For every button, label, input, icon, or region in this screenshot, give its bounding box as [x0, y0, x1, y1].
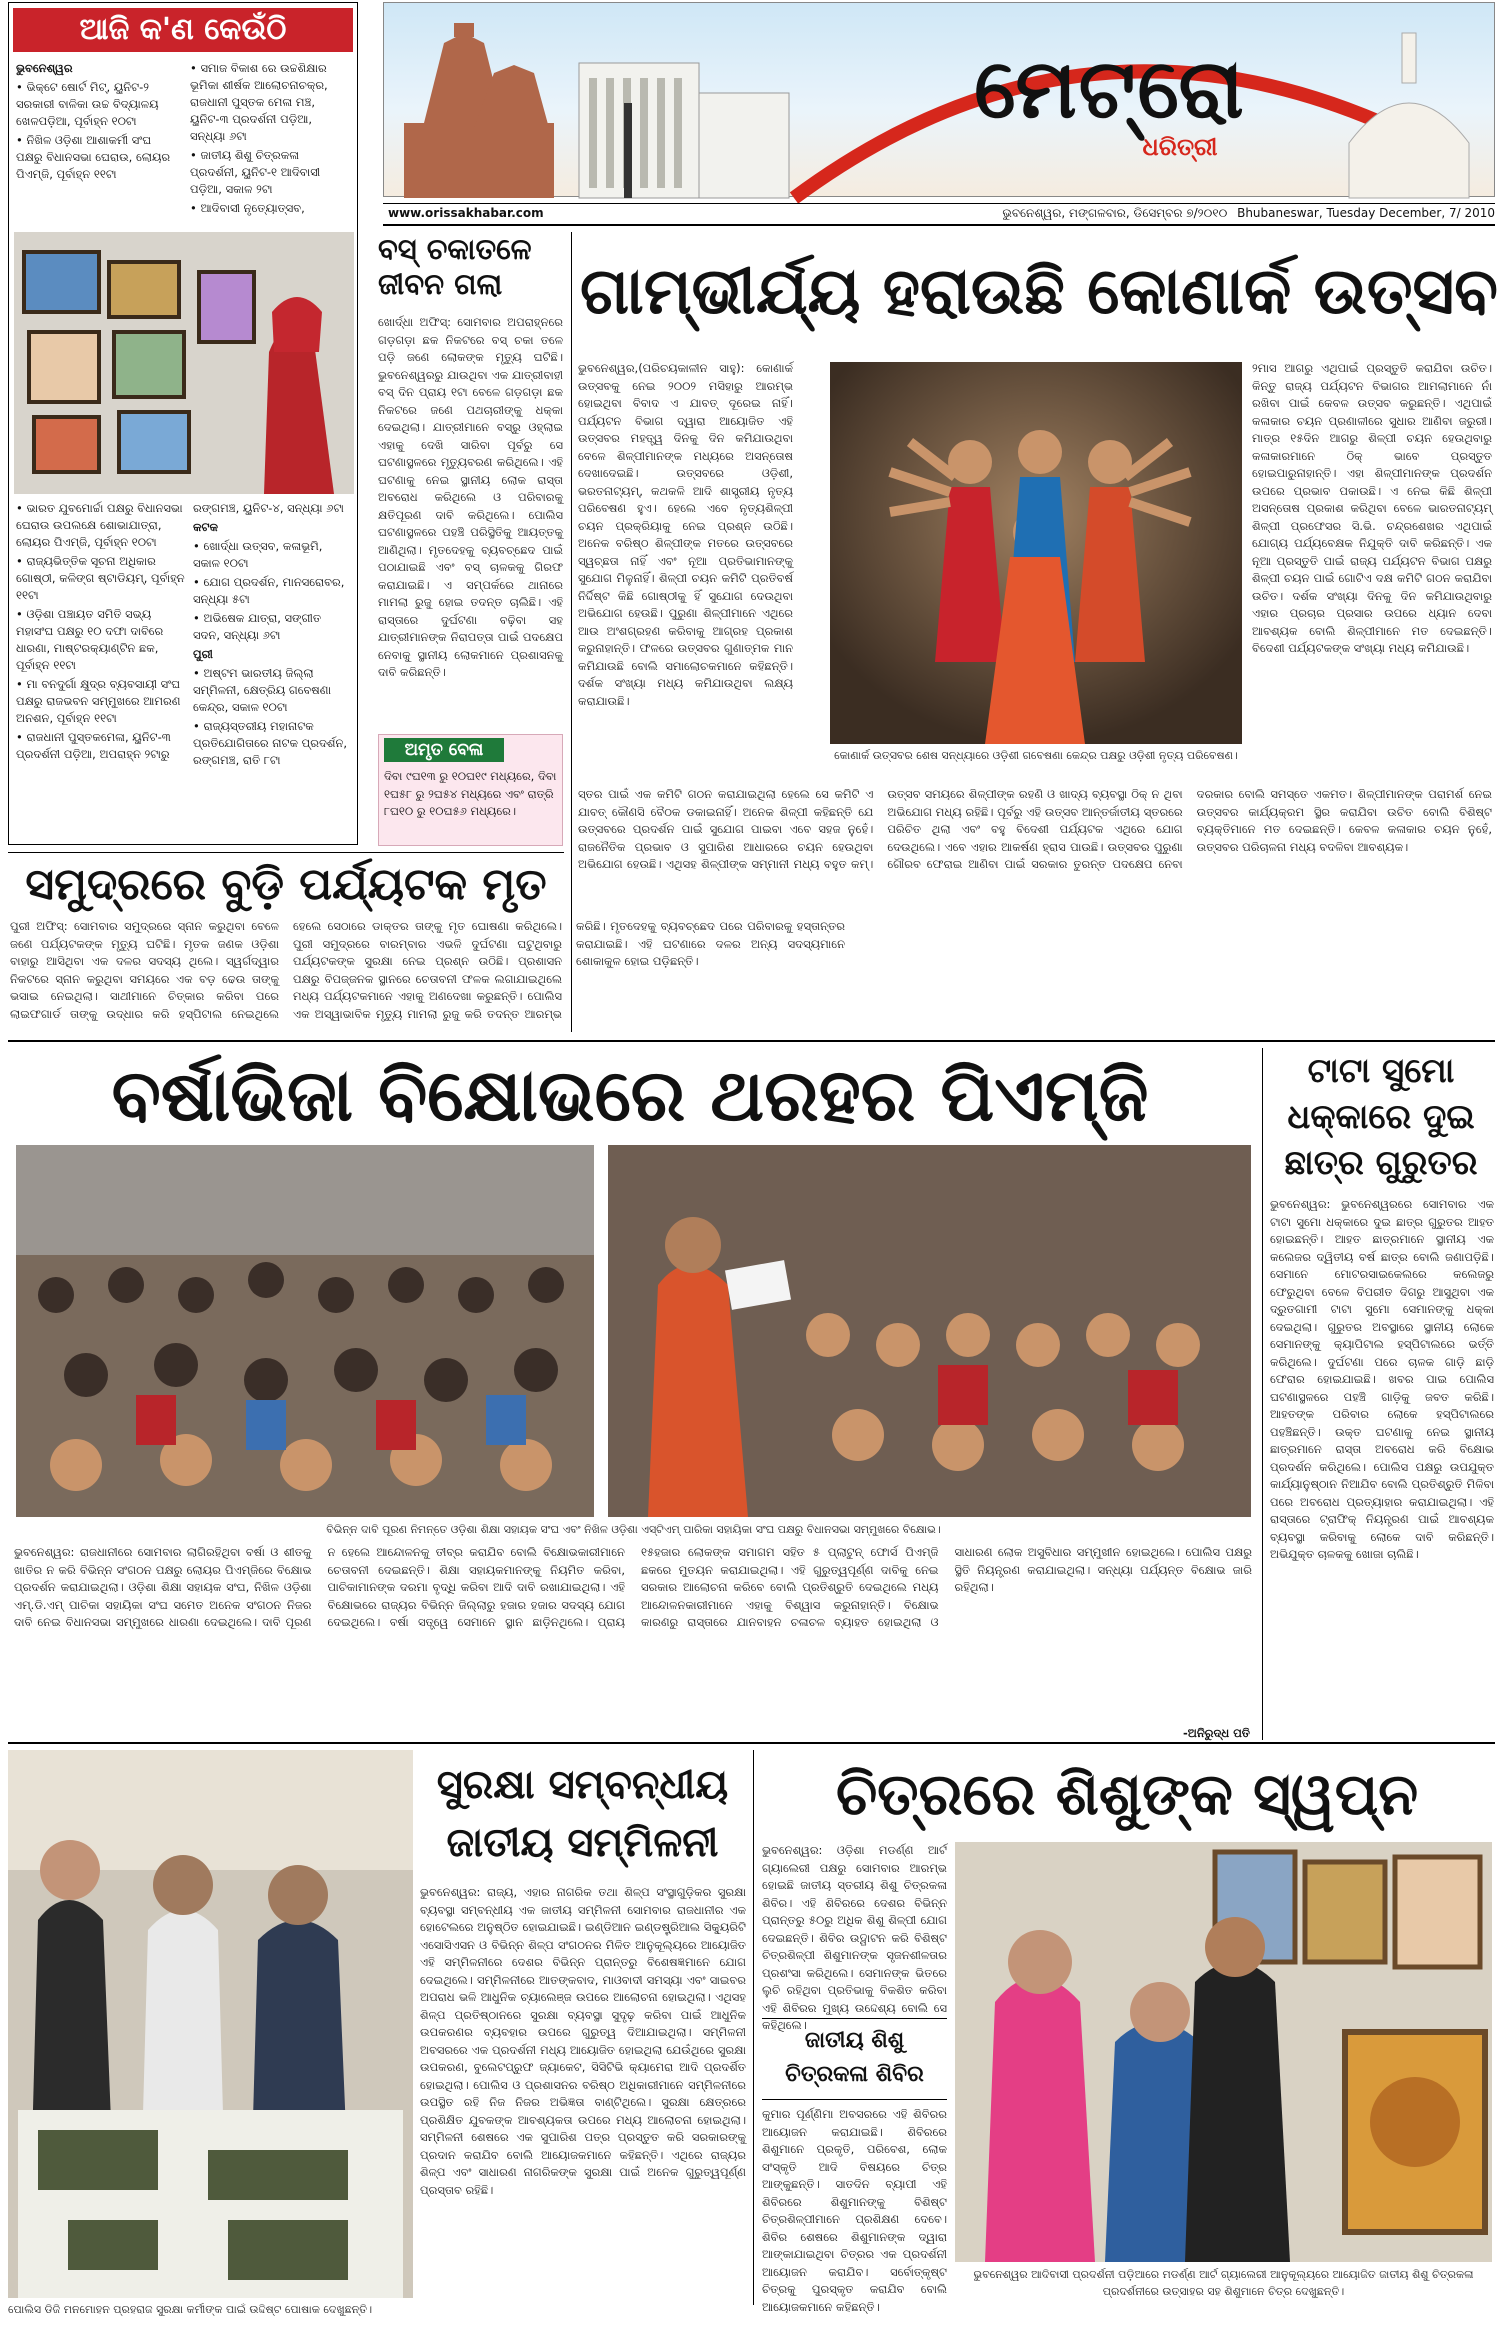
events-photo-exhibition — [14, 232, 354, 494]
brand-subtitle: ଧରିତ୍ରୀ — [1142, 133, 1218, 161]
brand-logo — [940, 42, 1280, 161]
protest-speaker-illustration — [608, 1145, 1251, 1517]
events-box-title: ଆଜି କ'ଣ କେଉଁଠି — [13, 8, 353, 52]
rule-bus-konark — [571, 232, 572, 1032]
child-story-subhead-line2: ଚିତ୍ରକଳା ଶିବିର — [785, 2062, 924, 2087]
event-item: ରଙ୍ଗମଞ୍ଚ, ୟୁନିଟ-୪, ସନ୍ଧ୍ୟା ୬ଟା — [193, 501, 344, 515]
dateline — [930, 206, 1495, 221]
konark-headline: ଗାମ୍ଭୀର୍ଯ୍ୟ ହରାଉଛି କୋଣାର୍କ ଉତ୍ସବ — [580, 255, 1498, 329]
event-item: • ରାଜ୍ୟସ୍ତରୀୟ ମହାନାଟକ ପ୍ରତିଯୋଗିତାରେ ନାଟକ ପ୍ରଦର୍ଶନ, ରଙ୍ଗମଞ୍ଚ, ରାତି ୮ଟା — [193, 719, 348, 767]
child-story-body: ଭୁବନେଶ୍ୱର: ଓଡ଼ିଶା ମଡର୍ଣ୍ଣ ଆର୍ଟ ଗ୍ୟାଲେରୀ ପକ୍ଷରୁ ସୋମବାର ଆରମ୍ଭ ହୋଇଛି ଜାତୀୟ ସ୍ତରୀୟ ଶିଶୁ ଚିତ୍ରକଳା ଶିବିର। ଏହି ଶିବିରରେ ଦେଶର ବିଭିନ୍ନ ପ୍ରାନ୍ତରୁ ୫୦ରୁ ଅଧିକ ଶିଶୁ ଶିଳ୍ପୀ ଯୋଗ ଦେଇଛନ୍ତି। ଶିବିର ଉଦ୍ଘାଟନ କରି ବିଶିଷ୍ଟ ଚିତ୍ରଶିଳ୍ପୀ ଶିଶୁମାନଙ୍କ ସୃଜନଶୀଳତାର ପ୍ରଶଂସା କରିଥିଲେ। ସେମାନଙ୍କ ଭିତରେ ଲୁଚି ରହିଥିବା ପ୍ରତିଭାକୁ ବିକଶିତ କରିବା ଏହି ଶିବିରର ମୁଖ୍ୟ ଉଦ୍ଦେଶ୍ୟ ବୋଲି ସେ କହିଥିଲେ। — [762, 1843, 947, 2032]
pmg-photo-crowd-left — [16, 1145, 594, 1517]
pmg-photo-caption: ବିଭିନ୍ନ ଦାବି ପୂରଣ ନିମନ୍ତେ ଓଡ଼ିଶା ଶିକ୍ଷା ସହାୟକ ସଂଘ ଏବଂ ନିଖିଳ ଓଡ଼ିଶା ଏସ୍ଟିଏମ୍ ପାରିକା ସହାୟିକା ସଂଘ ପକ୍ଷରୁ ବିଧାନସଭା ସମ୍ମୁଖରେ ବିକ୍ଷୋଭ। — [326, 1523, 941, 1536]
konark-body-left: ଭୁବନେଶ୍ୱର,(ପରିଚୟକାଳୀନ ସାହୁ): କୋଣାର୍କ ଉତ୍ସବକୁ ନେଇ ୨୦୦୨ ମସିହାରୁ ଆରମ୍ଭ ହୋଇଥିବା ବିବାଦ ଏ ଯାବତ୍ ଦୂରେଇ ନାହିଁ। ପର୍ଯ୍ୟଟନ ବିଭାଗ ଦ୍ୱାରା ଆୟୋଜିତ ଏହି ଉତ୍ସବର ମହତ୍ତ୍ୱ ଦିନକୁ ଦିନ କମିଯାଉଥିବା ବେଳେ ଶିଳ୍ପୀମାନଙ୍କ ମଧ୍ୟରେ ଅସନ୍ତୋଷ ଦେଖାଦେଇଛି। ଉତ୍ସବରେ ଓଡ଼ିଶୀ, ଭରତନାଟ୍ୟମ୍, କଥକଳି ଆଦି ଶାସ୍ତ୍ରୀୟ ନୃତ୍ୟ ପରିବେଷଣ ହୁଏ। ହେଲେ ଏବେ ନୃତ୍ୟଶିଳ୍ପୀ ଚୟନ ପ୍ରକ୍ରିୟାକୁ ନେଇ ପ୍ରଶ୍ନ ଉଠିଛି। ଅନେକ ବରିଷ୍ଠ ଶିଳ୍ପୀଙ୍କ ମତରେ ଉତ୍ସବରେ ସ୍ୱଚ୍ଛତା ନାହିଁ ଏବଂ ନୂଆ ପ୍ରତିଭାମାନଙ୍କୁ ସୁଯୋଗ ମିଳୁନାହିଁ। ଶିଳ୍ପୀ ଚୟନ କମିଟି ପ୍ରତିବର୍ଷ ନିର୍ଦ୍ଦିଷ୍ଟ କିଛି ଗୋଷ୍ଠୀକୁ ହିଁ ସୁଯୋଗ ଦେଉଥିବା ଅଭିଯୋଗ ହେଉଛି। ପୁରୁଣା ଶିଳ୍ପୀମାନେ ଏଥିରେ ଆଉ ଅଂଶଗ୍ରହଣ କରିବାକୁ ଆଗ୍ରହ ପ୍ରକାଶ କରୁନାହାନ୍ତି। ଫଳରେ ଉତ୍ସବର ଗୁଣାତ୍ମକ ମାନ କମିଯାଉଛି ବୋଲି ସମାଲୋଚକମାନେ କହିଛନ୍ତି। ଦର୍ଶକ ସଂଖ୍ୟା ମଧ୍ୟ କମିଯାଉଥିବା ଲକ୍ଷ୍ୟ କରାଯାଉଛି। — [578, 361, 793, 708]
tata-body: ଭୁବନେଶ୍ୱର: ଭୁବନେଶ୍ୱରରେ ସୋମବାର ଏକ ଟାଟା ସୁମୋ ଧକ୍କାରେ ଦୁଇ ଛାତ୍ର ଗୁରୁତର ଆହତ ହୋଇଛନ୍ତି। ଆହତ ଛାତ୍ରମାନେ ସ୍ଥାନୀୟ ଏକ କଲେଜର ଦ୍ୱିତୀୟ ବର୍ଷ ଛାତ୍ର ବୋଲି ଜଣାପଡ଼ିଛି। ସେମାନେ ମୋଟରସାଇକେଲରେ କଲେଜରୁ ଫେରୁଥିବା ବେଳେ ବିପରୀତ ଦିଗରୁ ଆସୁଥିବା ଏକ ଦ୍ରୁତଗାମୀ ଟାଟା ସୁମୋ ସେମାନଙ୍କୁ ଧକ୍କା ଦେଇଥିଲା। ଗୁରୁତର ଅବସ୍ଥାରେ ସ୍ଥାନୀୟ ଲୋକେ ସେମାନଙ୍କୁ କ୍ୟାପିଟାଲ ହସ୍ପିଟାଲରେ ଭର୍ତ୍ତି କରିଥିଲେ। ଦୁର୍ଘଟଣା ପରେ ଚାଳକ ଗାଡ଼ି ଛାଡ଼ି ଫେରାର ହୋଇଯାଇଛି। ଖବର ପାଇ ପୋଲିସ ଘଟଣାସ୍ଥଳରେ ପହଞ୍ଚି ଗାଡ଼ିକୁ ଜବତ କରିଛି। ଆହତଙ୍କ ପରିବାର ଲୋକେ ହସ୍ପିଟାଲରେ ପହଞ୍ଚିଛନ୍ତି। ଉକ୍ତ ଘଟଣାକୁ ନେଇ ସ୍ଥାନୀୟ ଛାତ୍ରମାନେ ରାସ୍ତା ଅବରୋଧ କରି ବିକ୍ଷୋଭ ପ୍ରଦର୍ଶନ କରିଥିଲେ। ପୋଲିସ ପକ୍ଷରୁ ଉପଯୁକ୍ତ କାର୍ଯ୍ୟାନୁଷ୍ଠାନ ନିଆଯିବ ବୋଲି ପ୍ରତିଶ୍ରୁତି ମିଳିବା ପରେ ଅବରୋଧ ପ୍ରତ୍ୟାହାର କରାଯାଇଥିଲା। ଏହି ରାସ୍ତାରେ ଟ୍ରାଫିକ୍ ନିୟନ୍ତ୍ରଣ ପାଇଁ ଆବଶ୍ୟକ ବ୍ୟବସ୍ଥା କରିବାକୁ ଲୋକେ ଦାବି କରିଛନ୍ତି। ଅଭିଯୁକ୍ତ ଚାଳକକୁ ଖୋଜା ଚାଲିଛି। — [1270, 1197, 1494, 1561]
security-headline-line1: ସୁରକ୍ଷା ସମ୍ବନ୍ଧୀୟ — [436, 1762, 729, 1808]
event-item: • ନିଖିଳ ଓଡ଼ିଶା ଆଶାକର୍ମୀ ସଂଘ ପକ୍ଷରୁ ବିଧାନସଭା ଘେରାଉ, ଲୋୟର ପିଏମ୍ଜି, ପୂର୍ବାହ୍ନ ୧୧ଟା — [16, 133, 171, 181]
events-col-2-lower — [193, 500, 351, 771]
child-story-photo-caption: ଭୁବନେଶ୍ୱର ଆଦିବାସୀ ପ୍ରଦର୍ଶନୀ ପଡ଼ିଆରେ ମଡର୍ଣ୍ଣ ଆର୍ଟ ଗ୍ୟାଲେରୀ ଆନୁକୂଲ୍ୟରେ ଆୟୋଜିତ ଜାତୀୟ ଶିଶୁ ଚିତ୍ରକଳା ପ୍ରଦର୍ଶନୀରେ ଉତ୍ସାହର ସହ ଶିଶୁମାନେ ଚିତ୍ର ଦେଖୁଛନ୍ତି। — [973, 2268, 1474, 2298]
event-city-heading: କଟକ — [193, 520, 218, 534]
events-col-1 — [16, 60, 181, 185]
odissi-dancers-illustration — [830, 362, 1242, 744]
konark-body-right: ୨ମାସ ଆଗରୁ ଏଥିପାଇଁ ପ୍ରସ୍ତୁତି କରାଯିବା ଉଚିତ। କିନ୍ତୁ ରାଜ୍ୟ ପର୍ଯ୍ୟଟନ ବିଭାଗର ଆମଲାମାନେ ନାଁ ରଖିବା ପାଇଁ କେବଳ ଉତ୍ସବ କରୁଛନ୍ତି। ଏଥିପାଇଁ କଳାକାର ଚୟନ ପ୍ରଣାଳୀରେ ସୁଧାର ଆଣିବା ଜରୁରୀ। ମାତ୍ର ୧୫ଦିନ ଆଗରୁ ଶିଳ୍ପୀ ଚୟନ ହେଉଥିବାରୁ କଳାକାରମାନେ ଠିକ୍ ଭାବେ ପ୍ରସ୍ତୁତ ହୋଇପାରୁନାହାନ୍ତି। ଏହା ଶିଳ୍ପୀମାନଙ୍କ ପ୍ରଦର୍ଶନ ଉପରେ ପ୍ରଭାବ ପକାଉଛି। ଏ ନେଇ କିଛି ଶିଳ୍ପୀ ଅସନ୍ତୋଷ ପ୍ରକାଶ କରିଥିବା ବେଳେ ଭାରତନାଟ୍ୟମ୍ ଶିଳ୍ପୀ ପ୍ରଫେସର ସି.ଭି. ଚନ୍ଦ୍ରଶେଖର ଏଥିପାଇଁ ଯୋଗ୍ୟ ପର୍ଯ୍ୟବେକ୍ଷକ ନିଯୁକ୍ତି ଦାବି କରିଛନ୍ତି। ଏକ ନୂଆ ପ୍ରସ୍ତୁତି ପାଇଁ ରାଜ୍ୟ ପର୍ଯ୍ୟଟନ ବିଭାଗ ପକ୍ଷରୁ ଶିଳ୍ପୀ ଚୟନ ପାଇଁ ଗୋଟିଏ ଦକ୍ଷ କମିଟି ଗଠନ କରାଯିବା ଉଚିତ। ଦର୍ଶକ ସଂଖ୍ୟା ଦିନକୁ ଦିନ କମିଯାଉଥିବାରୁ ଏହାର ପ୍ରଚାର ପ୍ରସାର ଉପରେ ଧ୍ୟାନ ଦେବା ଆବଶ୍ୟକ ବୋଲି ଶିଳ୍ପୀମାନେ ମତ ଦେଇଛନ୍ତି। ବିଦେଶୀ ପର୍ଯ୍ୟଟକଙ୍କ ସଂଖ୍ୟା ମଧ୍ୟ କମିଯାଉଛି। — [1252, 361, 1492, 655]
konark-photo-caption: କୋଣାର୍କ ଉତ୍ସବର ଶେଷ ସନ୍ଧ୍ୟାରେ ଓଡ଼ିଶୀ ଗବେଷଣା କେନ୍ଦ୍ର ପକ୍ଷରୁ ଓଡ଼ିଶୀ ନୃତ୍ୟ ପରିବେଷଣ। — [834, 749, 1238, 762]
sea-story-body: ପୁରୀ ଅଫିସ୍: ସୋମବାର ସମୁଦ୍ରରେ ସ୍ନାନ କରୁଥିବା ବେଳେ ଜଣେ ପର୍ଯ୍ୟଟକଙ୍କ ମୃତ୍ୟୁ ଘଟିଛି। ମୃତକ ଜଣକ ଓଡ଼ିଶା ବାହାରୁ ଆସିଥିବା ଏକ ଦଳର ସଦସ୍ୟ ଥିଲେ। ସ୍ୱର୍ଗଦ୍ୱାର ନିକଟରେ ସ୍ନାନ କରୁଥିବା ସମୟରେ ଏକ ବଡ଼ ଢେଉ ତାଙ୍କୁ ଭସାଇ ନେଇଥିଲା। ସାଥୀମାନେ ଚିତ୍କାର କରିବା ପରେ ଲାଇଫଗାର୍ଡ ତାଙ୍କୁ ଉଦ୍ଧାର କରି ହସ୍ପିଟାଲ ନେଇଥିଲେ ହେଲେ ସେଠାରେ ଡାକ୍ତର ତାଙ୍କୁ ମୃତ ଘୋଷଣା କରିଥିଲେ। ପୁରୀ ସମୁଦ୍ରରେ ବାରମ୍ବାର ଏଭଳି ଦୁର୍ଘଟଣା ଘଟୁଥିବାରୁ ପର୍ଯ୍ୟଟକଙ୍କ ସୁରକ୍ଷା ନେଇ ପ୍ରଶ୍ନ ଉଠିଛି। ପ୍ରଶାସନ ପକ୍ଷରୁ ବିପଜ୍ଜନକ ସ୍ଥାନରେ ଚେତାବନୀ ଫଳକ ଲଗାଯାଇଥିଲେ ମଧ୍ୟ ପର୍ଯ୍ୟଟକମାନେ ଏହାକୁ ଅଣଦେଖା କରୁଛନ୍ତି। ପୋଲିସ ଏକ ଅସ୍ୱାଭାବିକ ମୃତ୍ୟୁ ମାମଲା ରୁଜୁ କରି ତଦନ୍ତ ଆରମ୍ଭ କରିଛି। ମୃତଦେହକୁ ବ୍ୟବଚ୍ଛେଦ ପରେ ପରିବାରକୁ ହସ୍ତାନ୍ତର କରାଯାଇଛି। ଏହି ଘଟଣାରେ ଦଳର ଅନ୍ୟ ସଦସ୍ୟମାନେ ଶୋକାକୁଳ ହୋଇ ପଡ଼ିଛନ୍ତି। — [10, 919, 845, 1021]
dateline-rule-bottom — [383, 224, 1495, 226]
events-col-1-lower — [16, 500, 186, 765]
konark-photo-dancers — [830, 362, 1242, 744]
tata-headline-line3: ଛାତ୍ର ଗୁରୁତର — [1284, 1143, 1478, 1183]
security-body: ଭୁବନେଶ୍ୱର: ରାଜ୍ୟ, ଏହାର ନାଗରିକ ତଥା ଶିଳ୍ପ ସଂସ୍ଥାଗୁଡ଼ିକର ସୁରକ୍ଷା ବ୍ୟବସ୍ଥା ସମ୍ବନ୍ଧୀୟ ଏକ ଜାତୀୟ ସମ୍ମିଳନୀ ସୋମବାର ରାଜଧାନୀର ଏକ ହୋଟେଲରେ ଅନୁଷ୍ଠିତ ହୋଇଯାଇଛି। ଇଣ୍ଡିଆନ ଇଣ୍ଡଷ୍ଟ୍ରିଆଲ ସିକ୍ୟୁରିଟି ଏସୋସିଏସନ ଓ ବିଭିନ୍ନ ଶିଳ୍ପ ସଂଗଠନର ମିଳିତ ଆନୁକୂଲ୍ୟରେ ଆୟୋଜିତ ଏହି ସମ୍ମିଳନୀରେ ଦେଶର ବିଭିନ୍ନ ପ୍ରାନ୍ତରୁ ବିଶେଷଜ୍ଞମାନେ ଯୋଗ ଦେଇଥିଲେ। ସମ୍ମିଳନୀରେ ଆତଙ୍କବାଦ, ମାଓବାଦୀ ସମସ୍ୟା ଏବଂ ସାଇବର ଅପରାଧ ଭଳି ଆଧୁନିକ ଚ୍ୟାଲେଞ୍ଜ ଉପରେ ଆଲୋଚନା ହୋଇଥିଲା। ଏଥିସହ ଶିଳ୍ପ ପ୍ରତିଷ୍ଠାନରେ ସୁରକ୍ଷା ବ୍ୟବସ୍ଥା ସୁଦୃଢ଼ କରିବା ପାଇଁ ଆଧୁନିକ ଉପକରଣର ବ୍ୟବହାର ଉପରେ ଗୁରୁତ୍ୱ ଦିଆଯାଇଥିଲା। ସମ୍ମିଳନୀ ଅବସରରେ ଏକ ପ୍ରଦର୍ଶନୀ ମଧ୍ୟ ଆୟୋଜିତ ହୋଇଥିଲା ଯେଉଁଥିରେ ସୁରକ୍ଷା ଉପକରଣ, ବୁଲେଟପ୍ରୁଫ ଜ୍ୟାକେଟ, ସିସିଟିଭି କ୍ୟାମେରା ଆଦି ପ୍ରଦର୍ଶିତ ହୋଇଥିଲା। ପୋଲିସ ଓ ପ୍ରଶାସନର ବରିଷ୍ଠ ଅଧିକାରୀମାନେ ସମ୍ମିଳନୀରେ ଉପସ୍ଥିତ ରହି ନିଜ ନିଜର ଅଭିଜ୍ଞତା ବାଣ୍ଟିଥିଲେ। ସୁରକ୍ଷା କ୍ଷେତ୍ରରେ ପ୍ରଶିକ୍ଷିତ ଯୁବକଙ୍କ ଆବଶ୍ୟକତା ଉପରେ ମଧ୍ୟ ଆଲୋଚନା ହୋଇଥିଲା। ସମ୍ମିଳନୀ ଶେଷରେ ଏକ ସୁପାରିଶ ପତ୍ର ପ୍ରସ୍ତୁତ କରି ସରକାରଙ୍କୁ ପ୍ରଦାନ କରାଯିବ ବୋଲି ଆୟୋଜକମାନେ କହିଛନ୍ତି। ଏଥିରେ ରାଜ୍ୟର ଶିଳ୍ପ ଏବଂ ସାଧାରଣ ନାଗରିକଙ୍କ ସୁରକ୍ଷା ପାଇଁ ଅନେକ ଗୁରୁତ୍ୱପୂର୍ଣ୍ଣ ପ୍ରସ୍ତାବ ରହିଛି। — [420, 1885, 746, 2197]
pmg-byline: -ଅନିରୁଦ୍ଧ ପତି — [1183, 1726, 1250, 1740]
event-item: • ଜାତୀୟ ଶିଶୁ ଚିତ୍ରକଳା ପ୍ରଦର୍ଶନୀ, ୟୁନିଟ-୧ ଆଦିବାସୀ ପଡ଼ିଆ, ସକାଳ ୨ଟା — [190, 148, 321, 196]
event-item: • ଅଷ୍ଟମ ଭାରତୀୟ ଜିଲ୍ଲା ସମ୍ମିଳନୀ, କ୍ଷେତ୍ରିୟ ଗବେଷଣା କେନ୍ଦ୍ର, ସକାଳ ୧୦ଟା — [193, 666, 332, 714]
event-item: • ଭାରତ ଯୁବମୋର୍ଚ୍ଚା ପକ୍ଷରୁ ବିଧାନସଭା ଘେରାଉ ଉପଲକ୍ଷେ ଶୋଭାଯାତ୍ରା, ଲୋୟର ପିଏମ୍ଜି, ପୂର୍ବାହ୍ନ ୧୦ଟା — [16, 501, 183, 549]
tata-headline-line2: ଧକ୍କାରେ ଦୁଇ — [1287, 1097, 1475, 1137]
event-item: • ସମାଜ ବିକାଶ ରେ ଉଚ୍ଚଶିକ୍ଷାର ଭୂମିକା ଶୀର୍ଷକ ଆଲୋଚନାଚକ୍ର, ରାଜଧାନୀ ପୁସ୍ତକ ମେଳା ମଞ୍ଚ, ୟୁନିଟ-୩ ପ୍ରଦର୍ଶନୀ ପଡ଼ିଆ, ସନ୍ଧ୍ୟା ୬ଟା — [190, 61, 328, 143]
child-story-photo — [955, 1842, 1492, 2262]
tata-headline — [1268, 1048, 1494, 1186]
bus-story-headline — [378, 232, 563, 302]
masthead-banner — [383, 2, 1495, 197]
exhibition-illustration — [14, 232, 354, 494]
event-item: • ଖୋର୍ଦ୍ଧା ଉତ୍ସବ, କଳାଭୂମି, ସକାଳ ୧୦ଟା — [193, 539, 323, 570]
dateline-odia: ଭୁବନେଶ୍ୱର, ମଙ୍ଗଳବାର, ଡିସେମ୍ବର ୭/୨୦୧୦ — [1002, 206, 1228, 220]
amrit-bela-title: ଅମୃତ ବେଳା — [384, 738, 504, 762]
security-photo-caption: ପୋଲିସ ଡିଜି ମନମୋହନ ପ୍ରହରାଜ ସୁରକ୍ଷା କର୍ମୀଙ୍କ ପାଇଁ ଉଦ୍ଦିଷ୍ଟ ପୋଷାକ ଦେଖୁଛନ୍ତି। — [8, 2303, 373, 2316]
rule-security-child — [753, 1750, 754, 2305]
brand-name: ମେଟ୍ରୋ — [974, 42, 1246, 137]
pmg-body: ଭୁବନେଶ୍ୱର: ରାଜଧାନୀରେ ସୋମବାର ଲାଗିରହିଥିବା ବର୍ଷା ଓ ଶୀତକୁ ଖାତିର ନ କରି ବିଭିନ୍ନ ସଂଗଠନ ପକ୍ଷରୁ ଲୋୟର ପିଏମ୍ଜିରେ ବିକ୍ଷୋଭ ପ୍ରଦର୍ଶନ କରାଯାଇଥିଲା। ଓଡ଼ିଶା ଶିକ୍ଷା ସହାୟକ ସଂଘ, ନିଖିଳ ଓଡ଼ିଶା ଏମ୍.ଡି.ଏମ୍ ପାଚିକା ସହାୟିକା ସଂଘ ସମେତ ଅନେକ ସଂଗଠନ ନିଜର ଦାବି ନେଇ ବିଧାନସଭା ସମ୍ମୁଖରେ ଧାରଣା ଦେଇଥିଲେ। ଦାବି ପୂରଣ ନ ହେଲେ ଆନ୍ଦୋଳନକୁ ତୀବ୍ର କରାଯିବ ବୋଲି ବିକ୍ଷୋଭକାରୀମାନେ ଚେତାବନୀ ଦେଇଛନ୍ତି। ଶିକ୍ଷା ସହାୟକମାନଙ୍କୁ ନିୟମିତ କରିବା, ପାଚିକାମାନଙ୍କ ଦରମା ବୃଦ୍ଧି କରିବା ଆଦି ଦାବି ରଖାଯାଇଥିଲା। ଏହି ବିକ୍ଷୋଭରେ ରାଜ୍ୟର ବିଭିନ୍ନ ଜିଲ୍ଲାରୁ ହଜାର ହଜାର ସଦସ୍ୟ ଯୋଗ ଦେଇଥିଲେ। ବର୍ଷା ସତ୍ତ୍ୱେ ସେମାନେ ସ୍ଥାନ ଛାଡ଼ିନଥିଲେ। ପ୍ରାୟ ୧୫ହଜାର ଲୋକଙ୍କ ସମାଗମ ସହିତ ୫ ପ୍ଲାଟୁନ୍ ଫୋର୍ସ ପିଏମ୍ଜି ଛକରେ ମୁତୟନ କରାଯାଇଥିଲା। ଏହି ଗୁରୁତ୍ୱପୂର୍ଣ୍ଣ ଦାବିକୁ ନେଇ ସରକାର ଆଲୋଚନା କରିବେ ବୋଲି ପ୍ରତିଶ୍ରୁତି ଦେଇଥିଲେ ମଧ୍ୟ ଆନ୍ଦୋଳନକାରୀମାନେ ଏହାକୁ ବିଶ୍ୱାସ କରୁନାହାନ୍ତି। ବିକ୍ଷୋଭ କାରଣରୁ ରାସ୍ତାରେ ଯାନବାହନ ଚଳାଚଳ ବ୍ୟାହତ ହୋଇଥିଲା ଓ ସାଧାରଣ ଲୋକ ଅସୁବିଧାର ସମ୍ମୁଖୀନ ହୋଇଥିଲେ। ପୋଲିସ ପକ୍ଷରୁ ସ୍ଥିତି ନିୟନ୍ତ୍ରଣ କରାଯାଇଥିଲା। ସନ୍ଧ୍ୟା ପର୍ଯ୍ୟନ୍ତ ବିକ୍ଷୋଭ ଜାରି ରହିଥିଲା। — [14, 1545, 1252, 1629]
event-item: • ଭିକ୍ଟେ ଷୋର୍ଟ ମିଟ୍, ୟୁନିଟ-୨ ସରକାରୀ ବାଳିକା ଉଚ୍ଚ ବିଦ୍ୟାଳୟ ଖେଳପଡ଼ିଆ, ପୂର୍ବାହ୍ନ ୧୦ଟା — [16, 80, 159, 128]
pmg-photo-crowd-right — [608, 1145, 1251, 1517]
child-story-body-2: କୁମାର ପୂର୍ଣ୍ଣିମା ଅବସରରେ ଏହି ଶିବିରର ଆୟୋଜନ କରାଯାଇଛି। ଶିବିରରେ ଶିଶୁମାନେ ପ୍ରକୃତି, ପରିବେଶ, ଲୋକ ସଂସ୍କୃତି ଆଦି ବିଷୟରେ ଚିତ୍ର ଆଙ୍କୁଛନ୍ତି। ସାତଦିନ ବ୍ୟାପୀ ଏହି ଶିବିରରେ ଶିଶୁମାନଙ୍କୁ ବିଶିଷ୍ଟ ଚିତ୍ରଶିଳ୍ପୀମାନେ ପ୍ରଶିକ୍ଷଣ ଦେବେ। ଶିବିର ଶେଷରେ ଶିଶୁମାନଙ୍କ ଦ୍ୱାରା ଆଙ୍କାଯାଇଥିବା ଚିତ୍ରର ଏକ ପ୍ରଦର୍ଶନୀ ଆୟୋଜନ କରାଯିବ। ସର୍ବୋତ୍କୃଷ୍ଟ ଚିତ୍ରକୁ ପୁରସ୍କୃତ କରାଯିବ ବୋଲି ଆୟୋଜକମାନେ କହିଛନ୍ତି। — [762, 2107, 947, 2314]
events-city: ଭୁବନେଶ୍ୱର — [16, 61, 73, 75]
rule-sea-top — [8, 852, 564, 853]
rule-mid-section — [8, 1040, 1495, 1042]
events-col-2 — [190, 60, 350, 219]
event-item: • ରାଜଧାନୀ ପୁସ୍ତକମେଳା, ୟୁନିଟ-୩ ପ୍ରଦର୍ଶନୀ ପଡ଼ିଆ, ଅପରାହ୍ନ ୨ଟାରୁ — [16, 730, 171, 761]
event-item: • ଓଡ଼ିଶା ପଞ୍ଚାୟତ ସମିତି ସଭ୍ୟ ମହାସଂଘ ପକ୍ଷରୁ ୧୦ ଦଫା ଦାବିରେ ଧାରଣା, ମାଷ୍ଟରକ୍ୟାଣ୍ଟିନ ଛକ, ପୂର୍ବାହ୍ନ ୧୧ଟା — [16, 607, 164, 672]
child-story-subhead — [762, 2024, 947, 2092]
event-item: • ଆଦିବାସୀ ନୃତ୍ୟୋତ୍ସବ, — [190, 201, 305, 215]
children-gallery-illustration — [955, 1842, 1492, 2262]
rule-pmg-tata — [1262, 1048, 1263, 1740]
security-headline-line2: ଜାତୀୟ ସମ୍ମିଳନୀ — [446, 1820, 719, 1866]
amrit-bela-text: ଦିବା ୯ଘ୧୩ ରୁ ୧୦ଘ୧୯ ମଧ୍ୟରେ, ଦିବା ୧ଘ୫୮ ରୁ ୨ଘ୫୪ ମଧ୍ୟରେ ଏବଂ ରାତ୍ରି ୮ଘ୧୦ ରୁ ୧୦ଘ୫୬ ମଧ୍ୟରେ। — [384, 769, 557, 818]
dateline-rule-top — [383, 203, 1495, 204]
event-item: • ଯୋଗ ପ୍ରଦର୍ଶନ, ମାନସରୋବର, ସନ୍ଧ୍ୟା ୫ଟା — [193, 575, 345, 606]
event-city-heading: ପୁରୀ — [193, 647, 213, 661]
sea-story-headline: ସମୁଦ୍ରରେ ବୁଡ଼ି ପର୍ଯ୍ୟଟକ ମୃତ — [25, 859, 547, 910]
security-exhibition-illustration — [8, 1750, 413, 2298]
child-story-subhead-line1: ଜାତୀୟ ଶିଶୁ — [804, 2028, 905, 2053]
event-item: • ରାଜ୍ୟଭିତ୍ତିକ ସୂଚନା ଅଧିକାର ଗୋଷ୍ଠୀ, କଳିଙ୍ଗ ଷ୍ଟାଡିୟମ୍, ପୂର୍ବାହ୍ନ ୧୧ଟା — [16, 554, 185, 602]
security-headline — [420, 1756, 745, 1872]
event-item: • ଅଭିଷେକ ଯାତ୍ରା, ସଙ୍ଗୀତ ସଦନ, ସନ୍ଧ୍ୟା ୬ଟା — [193, 611, 322, 642]
rule-bottom-section — [8, 1742, 1495, 1744]
bus-story-headline-line1: ବସ୍ ଚକାତଳେ — [378, 232, 532, 266]
bus-story-body: ଖୋର୍ଦ୍ଧା ଅଫିସ୍: ସୋମବାର ଅପରାହ୍ନରେ ଗଡ଼ଗଡ଼ା ଛକ ନିକଟରେ ବସ୍ ଚକା ତଳେ ପଡ଼ି ଜଣେ ଲୋକଙ୍କ ମୃତ୍ୟୁ ଘଟିଛି। ଭୁବନେଶ୍ୱରରୁ ଯାଉଥିବା ଏକ ଯାତ୍ରୀବାହୀ ବସ୍ ଦିନ ପ୍ରାୟ ୧ଟା ବେଳେ ଗଡ଼ଗଡ଼ା ଛକ ନିକଟରେ ଜଣେ ପଥଚାରୀଙ୍କୁ ଧକ୍କା ଦେଇଥିଲା। ଯାତ୍ରୀମାନେ ବସ୍ରୁ ଓହ୍ଲାଇ ଏହାକୁ ଦେଖି ସାରିବା ପୂର୍ବରୁ ସେ ଘଟଣାସ୍ଥଳରେ ମୃତ୍ୟୁବରଣ କରିଥିଲେ। ଏହି ଘଟଣାକୁ ନେଇ ସ୍ଥାନୀୟ ଲୋକ ରାସ୍ତା ଅବରୋଧ କରିଥିଲେ ଓ ପରିବାରକୁ କ୍ଷତିପୂରଣ ଦାବି କରିଥିଲେ। ପୋଲିସ ଘଟଣାସ୍ଥଳରେ ପହଞ୍ଚି ପରିସ୍ଥିତିକୁ ଆୟତ୍ତକୁ ଆଣିଥିଲା। ମୃତଦେହକୁ ବ୍ୟବଚ୍ଛେଦ ପାଇଁ ପଠାଯାଇଛି ଏବଂ ବସ୍ ଚାଳକକୁ ଗିରଫ କରାଯାଇଛି। ଏ ସମ୍ପର୍କରେ ଥାନାରେ ମାମଲା ରୁଜୁ ହୋଇ ତଦନ୍ତ ଚାଲିଛି। ଏହି ରାସ୍ତାରେ ଦୁର୍ଘଟଣା ବଢ଼ିବା ସହ ଯାତ୍ରୀମାନଙ୍କ ନିରାପତ୍ତା ପାଇଁ ପଦକ୍ଷେପ ନେବାକୁ ସ୍ଥାନୀୟ ଲୋକମାନେ ପ୍ରଶାସନକୁ ଦାବି କରିଛନ୍ତି। — [378, 315, 563, 679]
protest-crowd-illustration — [16, 1145, 594, 1517]
security-photo-exhibition — [8, 1750, 413, 2298]
dateline-english: Bhubaneswar, Tuesday December, 7/ 2010 — [1237, 206, 1495, 220]
pmg-headline: ବର୍ଷାଭିଜା ବିକ୍ଷୋଭରେ ଥରହର ପିଏମ୍ଜି — [111, 1053, 1149, 1137]
bus-story-headline-line2: ଜୀବନ ଗଲା — [378, 266, 503, 301]
website-link[interactable]: www.orissakhabar.com — [388, 206, 544, 220]
konark-body-bottom: ସ୍ତର ପାଇଁ ଏକ କମିଟି ଗଠନ କରାଯାଇଥିଲା ହେଲେ ସେ କମିଟି ଏ ଯାବତ୍ କୌଣସି ବୈଠକ ଡକାଇନାହିଁ। ଅନେକ ଶିଳ୍ପୀ କହିଛନ୍ତି ଯେ ଉତ୍ସବରେ ପ୍ରଦର୍ଶନ ପାଇଁ ସୁଯୋଗ ପାଇବା ଏବେ ସହଜ ନୁହେଁ। ରାଜନୈତିକ ପ୍ରଭାବ ଓ ସୁପାରିଶ ଆଧାରରେ ଚୟନ ହେଉଥିବା ଅଭିଯୋଗ ହେଉଛି। ଏଥିସହ ଶିଳ୍ପୀଙ୍କ ସମ୍ମାନୀ ମଧ୍ୟ ବହୁତ କମ୍। ଉତ୍ସବ ସମୟରେ ଶିଳ୍ପୀଙ୍କ ରହଣି ଓ ଖାଦ୍ୟ ବ୍ୟବସ୍ଥା ଠିକ୍ ନ ଥିବା ଅଭିଯୋଗ ମଧ୍ୟ ରହିଛି। ପୂର୍ବରୁ ଏହି ଉତ୍ସବ ଆନ୍ତର୍ଜାତୀୟ ସ୍ତରରେ ପରିଚିତ ଥିଲା ଏବଂ ବହୁ ବିଦେଶୀ ପର୍ଯ୍ୟଟକ ଏଥିରେ ଯୋଗ ଦେଉଥିଲେ। ଏବେ ଏହାର ଆକର୍ଷଣ ହ୍ରାସ ପାଉଛି। ଉତ୍ସବର ପୁରୁଣା ଗୌରବ ଫେରାଇ ଆଣିବା ପାଇଁ ସରକାର ତୁରନ୍ତ ପଦକ୍ଷେପ ନେବା ଦରକାର ବୋଲି ସମସ୍ତେ ଏକମତ। ଶିଳ୍ପୀମାନଙ୍କ ପରାମର୍ଶ ନେଇ ଉତ୍ସବର କାର୍ଯ୍ୟକ୍ରମ ସ୍ଥିର କରାଯିବା ଉଚିତ ବୋଲି ବିଶିଷ୍ଟ ବ୍ୟକ୍ତିମାନେ ମତ ଦେଇଛନ୍ତି। କେବଳ କଳାକାର ଚୟନ ନୁହେଁ, ଉତ୍ସବର ପରିଚାଳନା ମଧ୍ୟ ବଦଳିବା ଆବଶ୍ୟକ। — [578, 787, 1492, 871]
event-item: • ମା ବନଦୁର୍ଗା କ୍ଷୁଦ୍ର ବ୍ୟବସାୟୀ ସଂଘ ପକ୍ଷରୁ ରାଜଭବନ ସମ୍ମୁଖରେ ଆମରଣ ଅନଶନ, ପୂର୍ବାହ୍ନ ୧୧ଟା — [16, 677, 181, 725]
tata-headline-line1: ଟାଟା ସୁମୋ — [1307, 1051, 1455, 1091]
child-story-headline: ଚିତ୍ରରେ ଶିଶୁଙ୍କ ସ୍ୱପ୍ନ — [835, 1760, 1419, 1828]
